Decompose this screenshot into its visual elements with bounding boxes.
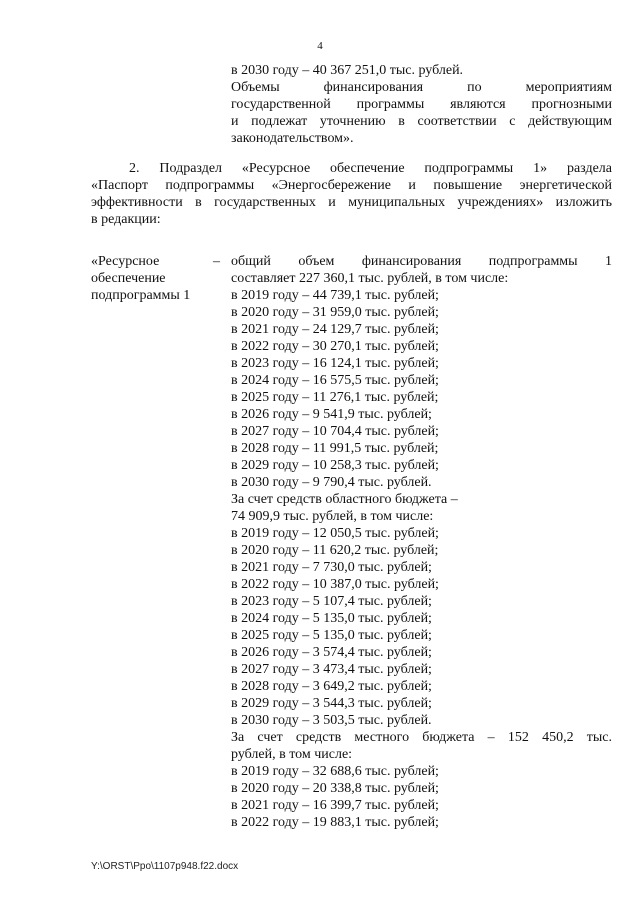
resource-label: [91, 253, 226, 304]
value-line: в 2024 году – 5 135,0 тыс. рублей;: [231, 611, 432, 626]
value-line: 74 909,9 тыс. рублей, в том числе:: [231, 509, 434, 524]
value-line: в 2025 году – 5 135,0 тыс. рублей;: [231, 628, 432, 643]
value-line: в 2025 году – 11 276,1 тыс. рублей;: [231, 390, 439, 405]
value-line: в 2026 году – 3 574,4 тыс. рублей;: [231, 645, 432, 660]
value-line: в 2023 году – 5 107,4 тыс. рублей;: [231, 594, 432, 609]
file-path-footer: Y:\ORST\Ppo\1107p948.f22.docx: [91, 861, 239, 872]
label-line: подпрограммы 1: [91, 288, 191, 303]
value-line: составляет 227 360,1 тыс. рублей, в том числе:: [231, 271, 509, 286]
value-line: в 2029 году – 3 544,3 тыс. рублей;: [231, 696, 432, 711]
value-line: За счет средств местного бюджета – 152 450,2 тыс.: [231, 730, 612, 745]
section-line: 2. Подраздел «Ресурсное обеспечение подпрограммы 1» раздела: [129, 161, 612, 176]
section-line: эффективности в государственных и муниципальных учреждениях» изложить: [91, 195, 612, 210]
value-line: в 2022 году – 30 270,1 тыс. рублей;: [231, 339, 439, 354]
resource-values: [231, 253, 612, 831]
value-line: в 2021 году – 16 399,7 тыс. рублей;: [231, 798, 439, 813]
value-line: в 2021 году – 24 129,7 тыс. рублей;: [231, 322, 439, 337]
value-line: в 2022 году – 10 387,0 тыс. рублей;: [231, 577, 439, 592]
value-line: в 2027 году – 3 473,4 тыс. рублей;: [231, 662, 432, 677]
value-line: в 2019 году – 44 739,1 тыс. рублей;: [231, 288, 439, 303]
value-line: в 2028 году – 3 649,2 тыс. рублей;: [231, 679, 432, 694]
value-line: рублей, в том числе:: [231, 747, 353, 762]
value-line: в 2030 году – 9 790,4 тыс. рублей.: [231, 475, 432, 490]
value-line: общий объем финансирования подпрограммы 1: [231, 254, 612, 269]
value-line: в 2020 году – 31 959,0 тыс. рублей;: [231, 305, 439, 320]
value-line: За счет средств областного бюджета –: [231, 492, 458, 507]
intro-line: и подлежат уточнению в соответствии с действующим: [231, 114, 612, 129]
value-line: в 2023 году – 16 124,1 тыс. рублей;: [231, 356, 439, 371]
value-line: в 2022 году – 19 883,1 тыс. рублей;: [231, 815, 439, 830]
value-line: в 2027 году – 10 704,4 тыс. рублей;: [231, 424, 439, 439]
intro-line: государственной программы являются прогнозными: [231, 97, 612, 112]
value-line: в 2024 году – 16 575,5 тыс. рублей;: [231, 373, 439, 388]
label-dash: –: [213, 254, 220, 269]
section-line: «Паспорт подпрограммы «Энергосбережение и повышение энергетической: [91, 178, 612, 193]
section-line: в редакции:: [91, 212, 161, 227]
value-line: в 2020 году – 20 338,8 тыс. рублей;: [231, 781, 439, 796]
value-line: в 2028 году – 11 991,5 тыс. рублей;: [231, 441, 439, 456]
value-line: в 2021 году – 7 730,0 тыс. рублей;: [231, 560, 432, 575]
value-line: в 2020 году – 11 620,2 тыс. рублей;: [231, 543, 439, 558]
section-paragraph: [91, 160, 612, 228]
intro-line: Объемы финансирования по мероприятиям: [231, 80, 612, 95]
intro-line: законодательством».: [231, 131, 354, 146]
value-line: в 2019 году – 12 050,5 тыс. рублей;: [231, 526, 439, 541]
value-line: в 2030 году – 3 503,5 тыс. рублей.: [231, 713, 432, 728]
intro-line: в 2030 году – 40 367 251,0 тыс. рублей.: [231, 63, 464, 78]
value-line: в 2026 году – 9 541,9 тыс. рублей;: [231, 407, 432, 422]
label-line: обеспечение: [91, 271, 166, 286]
label-line: «Ресурсное: [91, 254, 160, 269]
page-number: 4: [317, 40, 323, 52]
value-line: в 2019 году – 32 688,6 тыс. рублей;: [231, 764, 439, 779]
intro-paragraph: [231, 62, 612, 147]
value-line: в 2029 году – 10 258,3 тыс. рублей;: [231, 458, 439, 473]
